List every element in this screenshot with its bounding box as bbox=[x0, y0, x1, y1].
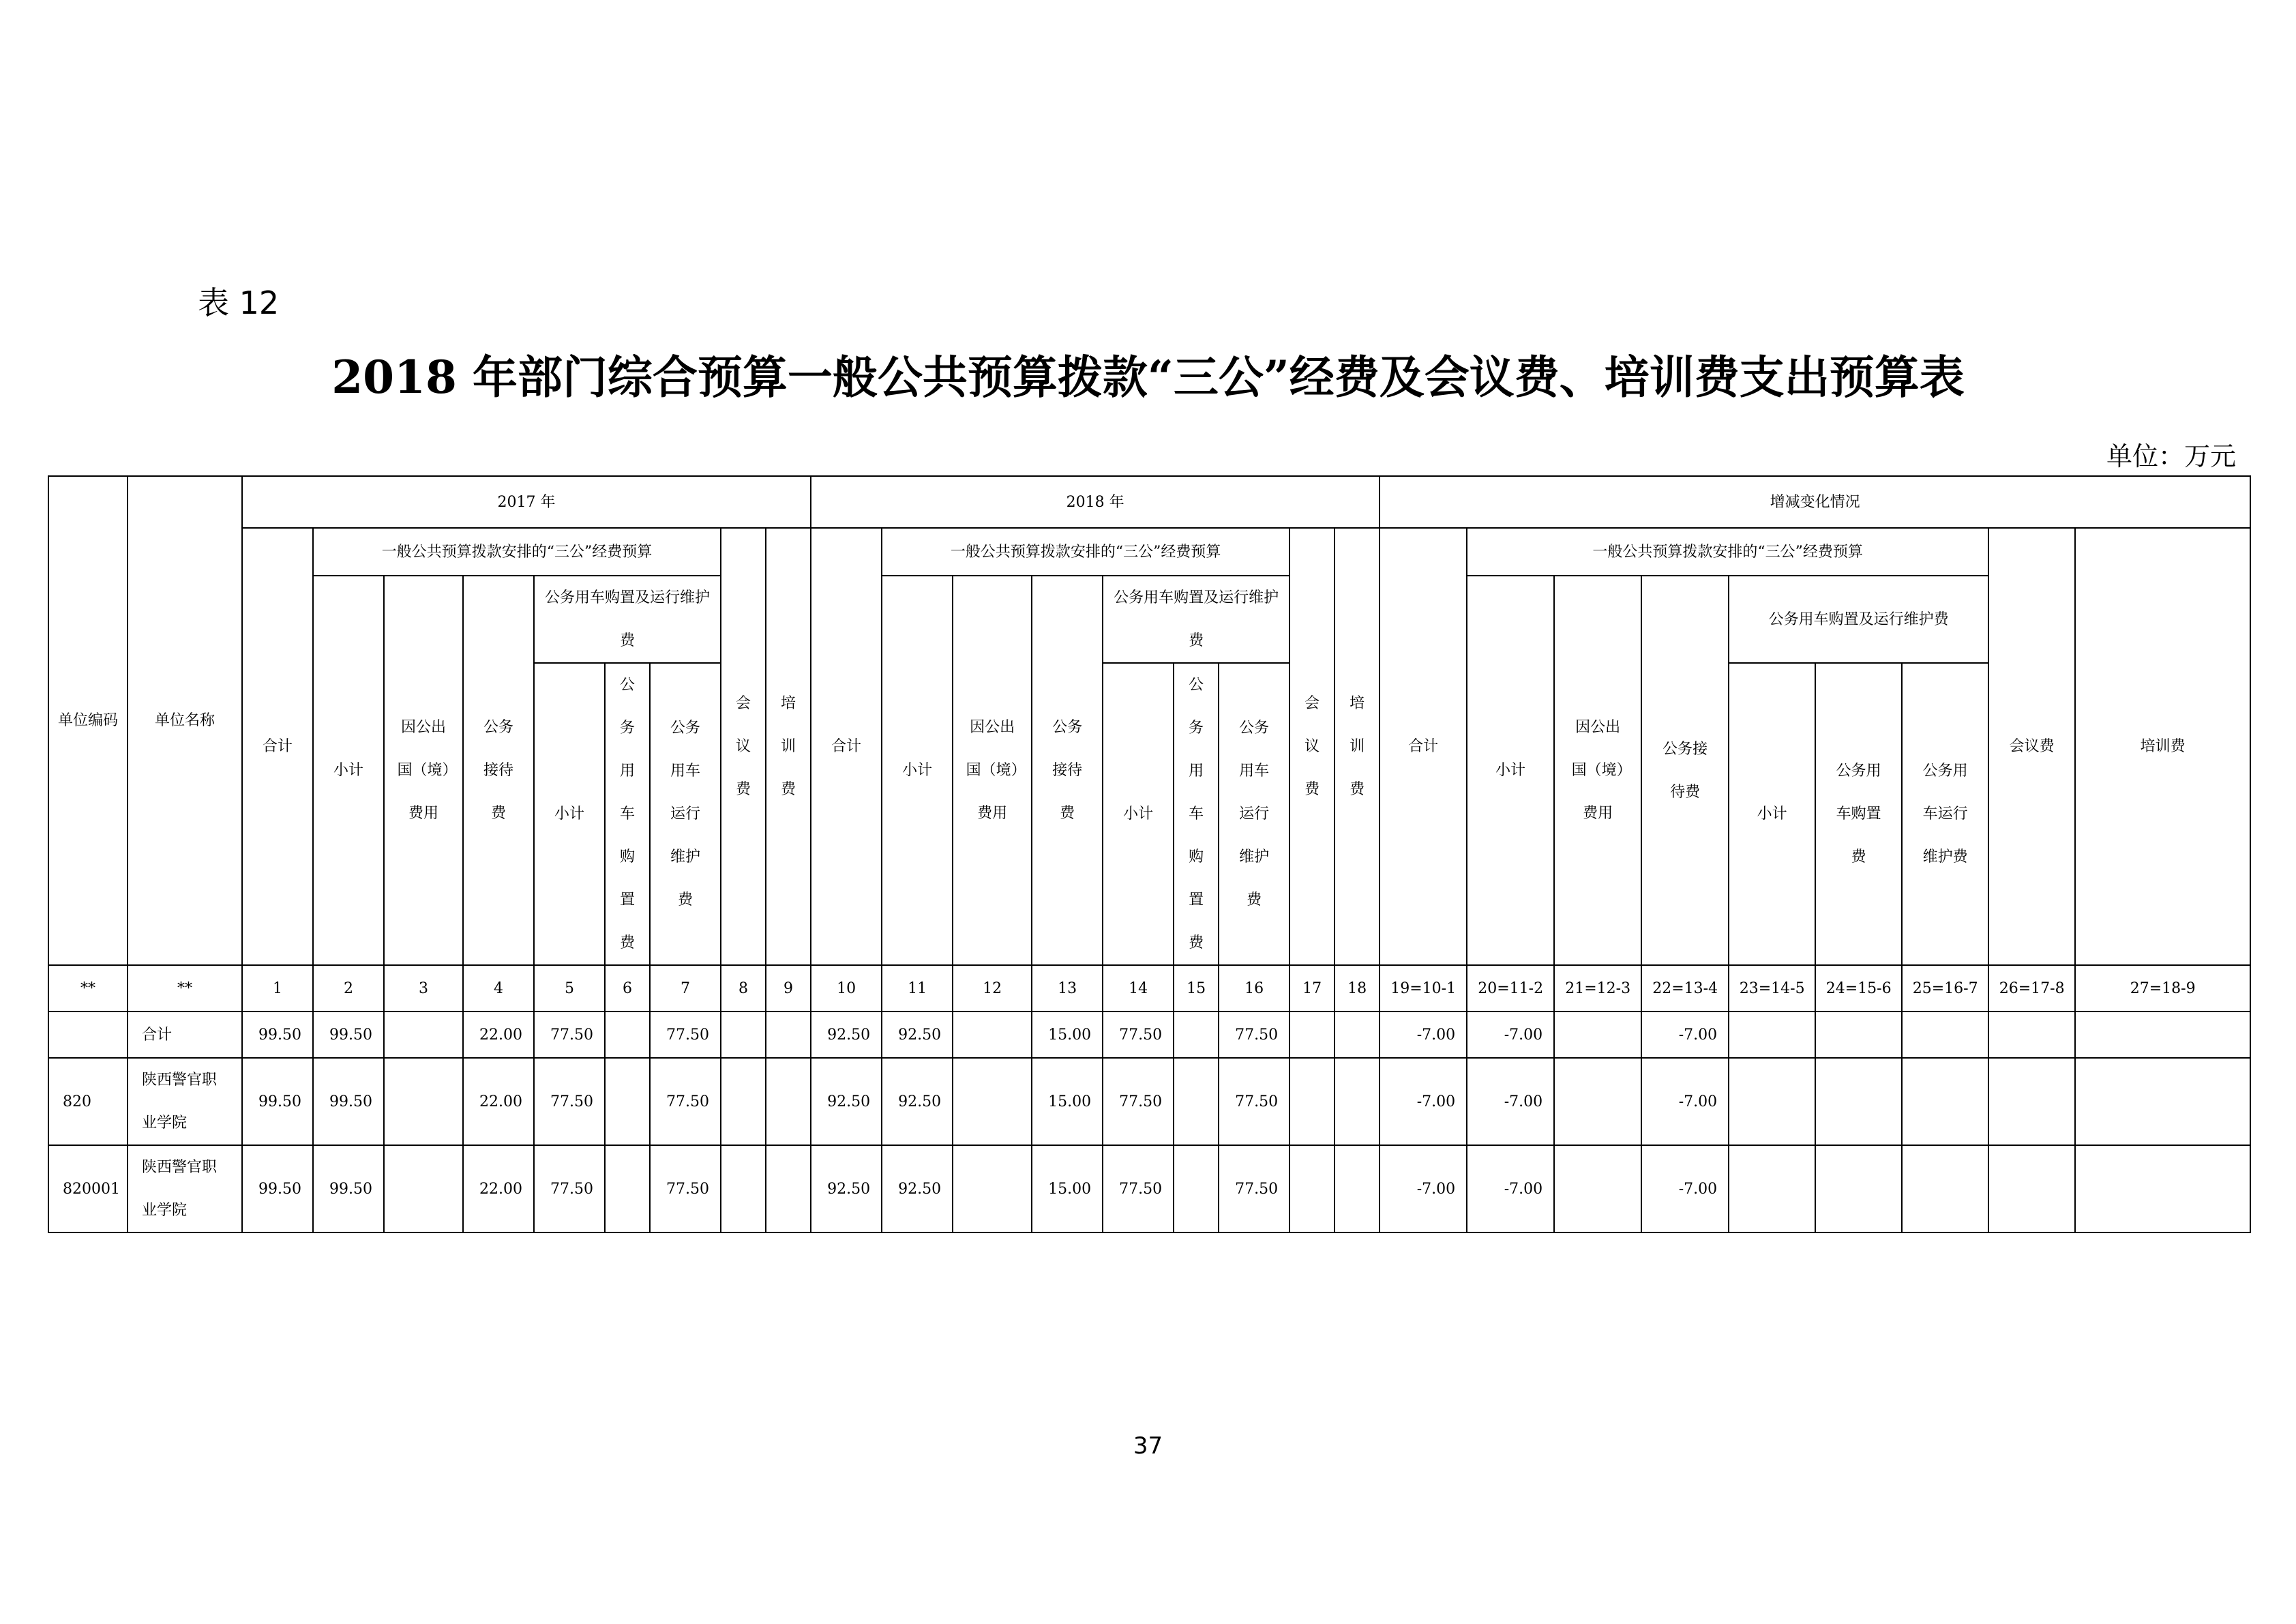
header-2018-vehicle-subtotal: 小计 bbox=[1103, 663, 1174, 965]
header-change-training: 培训费 bbox=[2075, 528, 2250, 965]
header-2018-reception: 公务接待费 bbox=[1032, 576, 1103, 965]
table-header bbox=[48, 476, 2250, 965]
unit-name-cell: 陕西警官职业学院 bbox=[128, 1145, 242, 1232]
value-cell: 77.50 bbox=[534, 1058, 605, 1145]
value-cell: 99.50 bbox=[242, 1058, 313, 1145]
value-cell bbox=[605, 1145, 650, 1232]
value-cell: -7.00 bbox=[1380, 1058, 1467, 1145]
unit-code-cell: 820 bbox=[48, 1058, 128, 1145]
header-2017-meeting: 会议费 bbox=[721, 528, 766, 965]
value-cell bbox=[1289, 1012, 1335, 1058]
value-cell bbox=[605, 1058, 650, 1145]
value-cell bbox=[1902, 1145, 1988, 1232]
value-cell bbox=[766, 1058, 811, 1145]
value-cell: 77.50 bbox=[650, 1012, 721, 1058]
value-cell: 92.50 bbox=[811, 1145, 882, 1232]
value-cell: -7.00 bbox=[1380, 1012, 1467, 1058]
header-2018-meeting: 会议费 bbox=[1289, 528, 1335, 965]
value-cell: 92.50 bbox=[882, 1058, 953, 1145]
value-cell bbox=[384, 1012, 463, 1058]
index-cell: 10 bbox=[811, 965, 882, 1012]
value-cell: 77.50 bbox=[1103, 1145, 1174, 1232]
header-2018-abroad: 因公出国（境）费用 bbox=[953, 576, 1032, 965]
value-cell: 92.50 bbox=[811, 1012, 882, 1058]
value-cell bbox=[1902, 1012, 1988, 1058]
index-cell: 20=11-2 bbox=[1467, 965, 1554, 1012]
header-2017: 2017 年 bbox=[242, 476, 811, 528]
value-cell: 15.00 bbox=[1032, 1058, 1103, 1145]
value-cell bbox=[766, 1012, 811, 1058]
value-cell bbox=[1988, 1058, 2075, 1145]
value-cell: 99.50 bbox=[242, 1012, 313, 1058]
header-2017-reception: 公务接待费 bbox=[463, 576, 534, 965]
value-cell: 92.50 bbox=[882, 1145, 953, 1232]
value-cell: -7.00 bbox=[1467, 1145, 1554, 1232]
value-cell bbox=[1289, 1145, 1335, 1232]
index-cell: 17 bbox=[1289, 965, 1335, 1012]
value-cell bbox=[721, 1058, 766, 1145]
value-cell bbox=[1729, 1058, 1815, 1145]
header-2018-vehicle-purchase: 公务用车购置费 bbox=[1174, 663, 1219, 965]
index-cell: 21=12-3 bbox=[1554, 965, 1641, 1012]
header-change-meeting: 会议费 bbox=[1988, 528, 2075, 965]
index-cell: 1 bbox=[242, 965, 313, 1012]
value-cell: -7.00 bbox=[1641, 1012, 1729, 1058]
value-cell bbox=[953, 1145, 1032, 1232]
value-cell: 99.50 bbox=[313, 1012, 384, 1058]
index-cell: 2 bbox=[313, 965, 384, 1012]
value-cell: 77.50 bbox=[1219, 1012, 1289, 1058]
value-cell: 77.50 bbox=[650, 1145, 721, 1232]
header-2017-training: 培训费 bbox=[766, 528, 811, 965]
value-cell bbox=[1174, 1058, 1219, 1145]
header-change-total: 合计 bbox=[1380, 528, 1467, 965]
value-cell bbox=[953, 1012, 1032, 1058]
index-cell: 14 bbox=[1103, 965, 1174, 1012]
header-change-subtotal: 小计 bbox=[1467, 576, 1554, 965]
index-cell: 3 bbox=[384, 965, 463, 1012]
unit-name-cell: 陕西警官职业学院 bbox=[128, 1058, 242, 1145]
value-cell bbox=[384, 1145, 463, 1232]
value-cell bbox=[1335, 1012, 1380, 1058]
index-cell: 23=14-5 bbox=[1729, 965, 1815, 1012]
value-cell bbox=[384, 1058, 463, 1145]
value-cell bbox=[1902, 1058, 1988, 1145]
header-change-vehicle-subtotal: 小计 bbox=[1729, 663, 1815, 965]
index-cell: 16 bbox=[1219, 965, 1289, 1012]
index-cell: 25=16-7 bbox=[1902, 965, 1988, 1012]
value-cell bbox=[1554, 1145, 1641, 1232]
header-2018: 2018 年 bbox=[811, 476, 1380, 528]
value-cell bbox=[2075, 1012, 2250, 1058]
value-cell: 77.50 bbox=[534, 1012, 605, 1058]
value-cell bbox=[1729, 1145, 1815, 1232]
budget-table bbox=[48, 475, 2251, 1233]
header-2018-training: 培训费 bbox=[1335, 528, 1380, 965]
value-cell bbox=[766, 1145, 811, 1232]
value-cell: -7.00 bbox=[1467, 1012, 1554, 1058]
index-cell: 13 bbox=[1032, 965, 1103, 1012]
header-2017-vehicle-subtotal: 小计 bbox=[534, 663, 605, 965]
value-cell: 77.50 bbox=[650, 1058, 721, 1145]
index-cell: 19=10-1 bbox=[1380, 965, 1467, 1012]
value-cell: -7.00 bbox=[1467, 1058, 1554, 1145]
value-cell bbox=[1289, 1058, 1335, 1145]
index-cell: 9 bbox=[766, 965, 811, 1012]
header-2017-subtotal: 小计 bbox=[313, 576, 384, 965]
header-change-vehicle: 公务用车购置及运行维护费 bbox=[1729, 576, 1988, 663]
value-cell: 99.50 bbox=[313, 1145, 384, 1232]
index-cell: 27=18-9 bbox=[2075, 965, 2250, 1012]
index-cell: 6 bbox=[605, 965, 650, 1012]
value-cell bbox=[1815, 1058, 1902, 1145]
value-cell: 15.00 bbox=[1032, 1145, 1103, 1232]
value-cell: 92.50 bbox=[811, 1058, 882, 1145]
header-2018-sangong: 一般公共预算拨款安排的“三公”经费预算 bbox=[882, 528, 1289, 576]
header-change-sangong: 一般公共预算拨款安排的“三公”经费预算 bbox=[1467, 528, 1988, 576]
value-cell: -7.00 bbox=[1641, 1145, 1729, 1232]
value-cell bbox=[2075, 1145, 2250, 1232]
index-cell: 22=13-4 bbox=[1641, 965, 1729, 1012]
value-cell bbox=[1815, 1145, 1902, 1232]
value-cell: 99.50 bbox=[313, 1058, 384, 1145]
value-cell: 77.50 bbox=[1219, 1145, 1289, 1232]
table-row bbox=[48, 1012, 2250, 1058]
header-2017-vehicle: 公务用车购置及运行维护费 bbox=[534, 576, 721, 663]
header-2017-vehicle-running: 公务用车运行维护费 bbox=[650, 663, 721, 965]
index-cell: ** bbox=[48, 965, 128, 1012]
value-cell: 77.50 bbox=[1103, 1058, 1174, 1145]
header-2018-total: 合计 bbox=[811, 528, 882, 965]
page-number: 37 bbox=[1133, 1432, 1163, 1460]
header-change: 增减变化情况 bbox=[1380, 476, 2250, 528]
value-cell: 22.00 bbox=[463, 1145, 534, 1232]
value-cell: 15.00 bbox=[1032, 1012, 1103, 1058]
index-cell: 24=15-6 bbox=[1815, 965, 1902, 1012]
header-change-vehicle-purchase: 公务用车购置费 bbox=[1815, 663, 1902, 965]
value-cell bbox=[721, 1012, 766, 1058]
value-cell bbox=[1335, 1145, 1380, 1232]
header-unit-code: 单位编码 bbox=[48, 476, 128, 965]
header-2018-vehicle: 公务用车购置及运行维护费 bbox=[1103, 576, 1289, 663]
header-2018-subtotal: 小计 bbox=[882, 576, 953, 965]
header-2018-vehicle-running: 公务用车运行维护费 bbox=[1219, 663, 1289, 965]
value-cell bbox=[1815, 1012, 1902, 1058]
value-cell bbox=[2075, 1058, 2250, 1145]
value-cell bbox=[1988, 1012, 2075, 1058]
header-change-abroad: 因公出国（境）费用 bbox=[1554, 576, 1641, 965]
value-cell: 22.00 bbox=[463, 1058, 534, 1145]
index-cell: 5 bbox=[534, 965, 605, 1012]
unit-name-cell: 合计 bbox=[128, 1012, 242, 1058]
value-cell bbox=[1554, 1012, 1641, 1058]
table-row bbox=[48, 1145, 2250, 1232]
table-row bbox=[48, 1058, 2250, 1145]
index-cell: ** bbox=[128, 965, 242, 1012]
unit-label: 单位：万元 bbox=[2106, 441, 2236, 471]
index-cell: 18 bbox=[1335, 965, 1380, 1012]
index-cell: 12 bbox=[953, 965, 1032, 1012]
value-cell bbox=[1729, 1012, 1815, 1058]
value-cell bbox=[1988, 1145, 2075, 1232]
value-cell bbox=[721, 1145, 766, 1232]
header-change-reception: 公务接待费 bbox=[1641, 576, 1729, 965]
value-cell bbox=[1174, 1145, 1219, 1232]
value-cell bbox=[1335, 1058, 1380, 1145]
value-cell: 77.50 bbox=[534, 1145, 605, 1232]
header-change-vehicle-running: 公务用车运行维护费 bbox=[1902, 663, 1988, 965]
header-2017-sangong: 一般公共预算拨款安排的“三公”经费预算 bbox=[313, 528, 721, 576]
header-2017-abroad: 因公出国（境）费用 bbox=[384, 576, 463, 965]
unit-code-cell bbox=[48, 1012, 128, 1058]
header-2017-vehicle-purchase: 公务用车购置费 bbox=[605, 663, 650, 965]
index-cell: 7 bbox=[650, 965, 721, 1012]
header-unit-name: 单位名称 bbox=[128, 476, 242, 965]
value-cell bbox=[605, 1012, 650, 1058]
value-cell: 99.50 bbox=[242, 1145, 313, 1232]
value-cell bbox=[1554, 1058, 1641, 1145]
unit-code-cell: 820001 bbox=[48, 1145, 128, 1232]
index-row bbox=[48, 965, 2250, 1012]
value-cell: 92.50 bbox=[882, 1012, 953, 1058]
table-body bbox=[48, 965, 2250, 1232]
value-cell bbox=[953, 1058, 1032, 1145]
value-cell: 77.50 bbox=[1103, 1012, 1174, 1058]
value-cell: 77.50 bbox=[1219, 1058, 1289, 1145]
index-cell: 26=17-8 bbox=[1988, 965, 2075, 1012]
value-cell: -7.00 bbox=[1641, 1058, 1729, 1145]
header-2017-total: 合计 bbox=[242, 528, 313, 965]
value-cell: -7.00 bbox=[1380, 1145, 1467, 1232]
index-cell: 8 bbox=[721, 965, 766, 1012]
index-cell: 4 bbox=[463, 965, 534, 1012]
value-cell: 22.00 bbox=[463, 1012, 534, 1058]
index-cell: 15 bbox=[1174, 965, 1219, 1012]
index-cell: 11 bbox=[882, 965, 953, 1012]
value-cell bbox=[1174, 1012, 1219, 1058]
document-title: 2018 年部门综合预算一般公共预算拨款“三公”经费及会议费、培训费支出预算表 bbox=[331, 351, 1965, 404]
table-label: 表 12 bbox=[198, 284, 280, 321]
